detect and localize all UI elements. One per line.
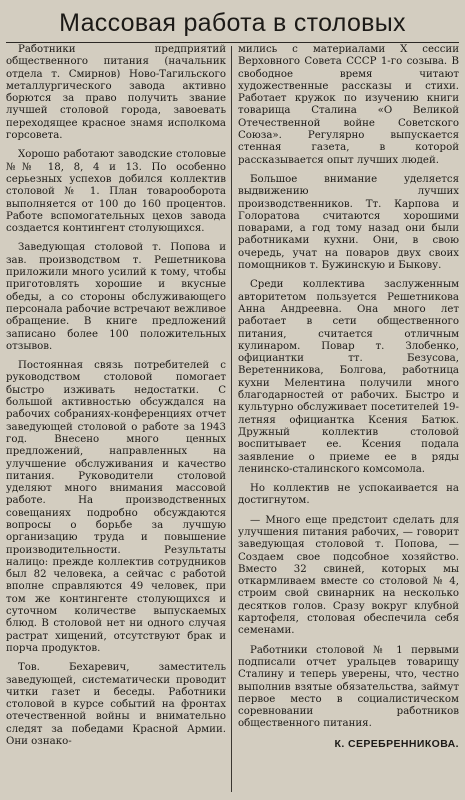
paragraph: мились с материалами X сессии Верховного Совета СССР 1-го созыва. В свободное время читают художественные рассказы и стихи. Работает кружок по изучению книги товарища Сталина «О Великой Отечественной войне Советского Союза». Регулярно выпускается стенная газета, в которой рассказывается опыт лучших людей.: [238, 44, 459, 166]
paragraph: Хорошо работают заводские столовые №№ 18, 8, 4 и 13. По особенно серьезных успехов добился коллектив столовой № 1. План товарооборота выполняется от 100 до 160 процентов. Работе вспомогательных цехов завода создается контингент столующихся.: [6, 149, 226, 235]
article-body: [6, 44, 459, 796]
paragraph: Постоянная связь потребителей с руководством столовой помогает быстро изживать недостатки. С большой активностью обсуждался на рабочих собраниях-конференциях отчет заведующей столовой о работе за 1943 год. Внесено много ценных предложений, направленных на улучшение обслуживания и качество питания. Руководители столовой уделяют много внимания массовой работе. На производственных совещаниях подробно обсуждаются вопросы о борьбе за лучшую организацию труда и повышение производительности. Результаты налицо: прежде коллектив сотрудников был 82 человека, а сейчас с работой вполне справляются 49 человек, при том же контингенте столующихся и суточном количестве выпускаемых блюд. В столовой нет ни одного случая растрат хищений, отсутствуют брак и порча продуктов.: [6, 360, 226, 654]
paragraph: Заведующая столовой т. Попова и зав. производством т. Решетникова приложили много усилий к тому, чтобы приготовлять хорошие и вкусные обеды, а со стороны обслуживающего персонала рабочие встречают вежливое обращение. В книге предложений записано более 100 положительных отзывов.: [6, 242, 226, 352]
title-rule: [6, 42, 459, 43]
paragraph: Тов. Бехаревич, заместитель заведующей, систематически проводит читки газет и беседы. Работники столовой в курсе событий на фронтах отечественной войны и внимательно следят за победами Красной Армии. Они ознако-: [6, 662, 226, 748]
paragraph: Но коллектив не успокаивается на достигнутом.: [238, 483, 459, 507]
article-title: Массовая работа в столовых: [59, 9, 406, 37]
author-signature: К. СЕРЕБРЕННИКОВА.: [334, 737, 459, 750]
paragraph: Работники столовой № 1 первыми подписали отчет уральцев товарищу Сталину и теперь уверены, что, честно выполнив взятые обязательства, займут первое место в социалистическом соревновании работников общественного питания.: [238, 644, 459, 730]
column-divider: [231, 46, 232, 792]
left-column: [6, 44, 226, 796]
paragraph: Работники предприятий общественного питания (начальник отдела т. Смирнов) Ново-Тагильского металлургического завода активно борются за право получить звание лучшей столовой города, завоевать переходящее красное знамя исполкома горсовета.: [6, 44, 226, 142]
paragraph: Большое внимание уделяется выдвижению лучших производственников. Тт. Карпова и Голоратова считаются хорошими поварами, а год тому назад они были работниками кухни. Они, в свою очередь, учат на поваров двух своих помощников т. Бужинскую и Быкову.: [238, 173, 459, 272]
right-column: [238, 44, 459, 796]
paragraph: — Много еще предстоит сделать для улучшения питания рабочих, — говорит заведующая столовой т. Попова, — Создаем свое подсобное хозяйство. Вместо 32 свиней, которых мы откармливаем вместе со столовой № 4, строим свой свинарник на несколько десятков голов. Сразу вокруг клубной картофеля, столовая обеспечила себя семенами.: [238, 514, 459, 637]
paragraph: Среди коллектива заслуженным авторитетом пользуется Решетникова Анна Андреевна. Она много лет работает в сети общественного питания, считается отличным кулинаром. Повар т. Злобенко, официантки тт. Безусова, Веретенникова, Болгова, работница кухни Мелентина получили много благодарностей от рабочих. Быстро и культурно обслуживает посетителей 19-летняя официантка Ксения Батюк. Дружный коллектив столовой воспитывает ее. Ксения подала заявление о приеме ее в ряды ленинско-сталинского комсомола.: [238, 279, 459, 475]
